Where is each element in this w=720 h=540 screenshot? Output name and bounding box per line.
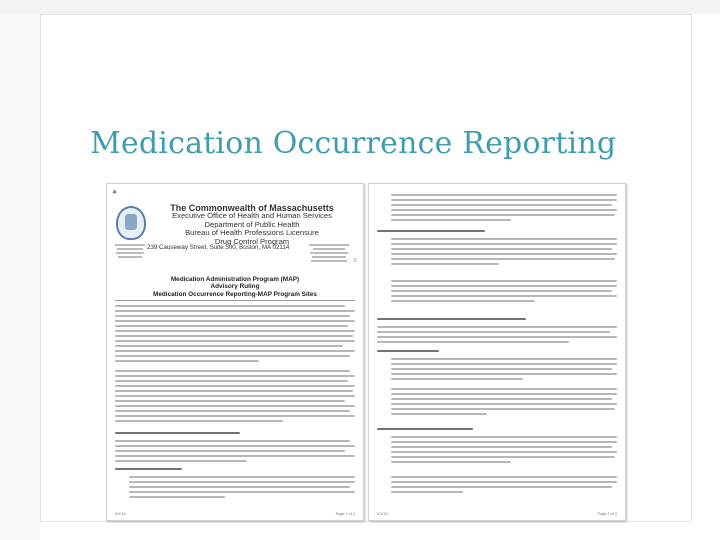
footer-page-number: Page 2 of 3	[597, 512, 617, 516]
slide-title: Medication Occurrence Reporting	[90, 126, 617, 161]
governor-info-block	[113, 242, 147, 260]
left-band	[0, 14, 40, 540]
top-band	[0, 0, 720, 14]
body-paragraph-1	[115, 305, 355, 365]
page-2-paragraph-2	[377, 238, 617, 268]
body-paragraph-2	[115, 370, 355, 425]
body-paragraph-4	[115, 476, 355, 501]
document-page-1	[106, 183, 364, 521]
title-rule	[115, 300, 355, 301]
doc-title-line-1: Medication Administration Program (MAP)	[170, 276, 300, 283]
page-2-subheading-licensed-professionals	[377, 230, 617, 235]
agency-line-4: Bureau of Health Professions Licensure	[185, 228, 319, 238]
doc-title-line-3: Medication Occurrence Reporting-MAP Program Sites	[153, 290, 317, 298]
agency-line-2: Executive Office of Health and Human Services	[172, 211, 332, 221]
page-2-paragraph-7	[377, 436, 617, 466]
page-2-paragraph-4	[377, 326, 617, 346]
page-2-subheading-licensed-professionals-2	[377, 428, 617, 433]
page-2-paragraph-5	[377, 358, 617, 383]
agency-line-5: Drug Control Program	[214, 236, 290, 246]
body-paragraph-3	[115, 440, 355, 465]
agency-line-1: The Commonwealth of Massachusetts	[170, 203, 334, 213]
page-2-paragraph-1	[377, 194, 617, 224]
page-2-subheading-map-certified-staff	[377, 350, 617, 355]
page-2-paragraph-6	[377, 388, 617, 418]
secretary-info-block	[307, 242, 351, 264]
footer-date: 6/1/18	[115, 512, 126, 516]
document-page-2	[368, 183, 626, 521]
agency-line-3: Department of Public Health	[204, 219, 300, 229]
page-corner-mark: ©	[353, 258, 357, 264]
page-2-paragraph-8	[377, 476, 617, 496]
advisory-ruling-title	[137, 276, 333, 298]
agency-address: 239 Causeway Street, Suite 500, Boston, MA 02114	[147, 244, 290, 251]
subheading-map-certified-staff	[115, 468, 355, 473]
page-marker-icon: ✱	[112, 190, 118, 196]
agency-header	[151, 204, 353, 246]
page-2-paragraph-3	[377, 280, 617, 305]
page-2-section-heading-followed-by-hotline	[377, 318, 617, 323]
state-seal-icon	[116, 206, 146, 240]
page-1-footer	[115, 512, 355, 516]
doc-title-line-2: Advisory Ruling	[210, 283, 260, 291]
page-2-footer	[377, 512, 617, 516]
section-heading-not-followed-by-hotline	[115, 432, 355, 437]
footer-date: 6/1/18	[377, 512, 388, 516]
footer-page-number: Page 1 of 3	[335, 512, 355, 516]
